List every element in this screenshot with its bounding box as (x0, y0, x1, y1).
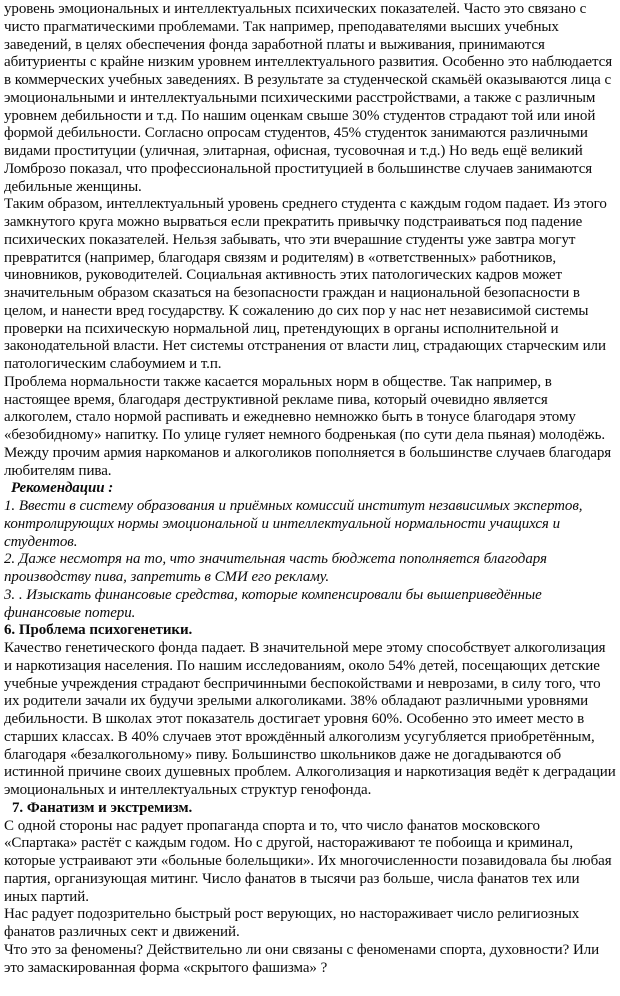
paragraph: Проблема нормальности также касается моральных норм в обществе. Так например, в настоящее время, благодаря деструктивной рекламе пива, который очевидно является алкоголем, стало нормой распивать и ежедневно немножко быть в тонусе благодаря этому «безобидному» напитку. По улице гуляет немного бодренькая (по сути дела пьяная) молодёжь. Между прочим армия наркоманов и алкоголиков пополняется в большинстве случаев благодаря любителям пива. (4, 373, 612, 479)
paragraph: Что это за феномены? Действительно ли они связаны с феноменами спорта, духовности? Или это замаскированная форма «скрытого фашизма» ? (4, 941, 600, 976)
recommendation-item-3: 3. . Изыскать финансовые средства, которые компенсировали бы вышеприведённые финансовые потери. (4, 586, 542, 621)
recommendation-item-1: 1. Ввести в систему образования и приёмных комиссий институт независимых экспертов, контролирующих нормы эмоциональной и интеллектуальной нормальности учащихся и студентов. (4, 498, 583, 550)
section-6-heading: 6. Проблема психогенетики. (4, 622, 193, 639)
paragraph: С одной стороны нас радует пропаганда спорта и то, что число фанатов московского «Спартака» растёт с каждым годом. Но с другой, настораживают те побоища и криминал, которые устраивают эти «больные болельщики». Их многочисленности позавидовала бы любая партия, организующая митинг. Число фанатов в тысячи раз больше, числа фанатов тех или иных партий. (4, 817, 612, 905)
paragraph-continuation: уровень эмоциональных и интеллектуальных психических показателей. Часто это связано с чисто прагматическими проблемами. Так например, преподавателями высших учебных заведений, в целях обеспечения фонда заработной платы и выживания, принимаются абитуриенты с крайне низким уровнем интеллектуального развития. Особенно это наблюдается в коммерческих учебных заведениях. В результате за студенческой скамьёй оказываются лица с эмоциональными и интеллектуальными психическими расстройствами, а также с различным уровнем дебильности и т.д. По нашим оценкам свыше 30% студентов страдают той или иной формой дебильности. Согласно опросам студентов, 45% студенток занимаются различными видами проституции (уличная, элитарная, офисная, тусовочная и т.д.) Но ведь ещё великий Ломброзо показал, что профессиональной проституцией в большинстве случаев занимаются дебильные женщины. (4, 1, 613, 195)
paragraph: Нас радует подозрительно быстрый рост верующих, но настораживает число религиозных фанатов различных сект и движений. (4, 906, 580, 940)
recommendation-item-2: 2. Даже несмотря на то, что значительная часть бюджета пополняется благодаря производству пива, запретить в СМИ его рекламу. (4, 551, 547, 585)
paragraph: Таким образом, интеллектуальный уровень среднего студента с каждым годом падает. Из этого замкнутого круга можно вырваться если прекратить привычку подстраиваться под падение психических показателей. Нельзя забывать, что эти вчерашние студенты уже завтра могут превратится (например, благодаря связям и родителям) в «ответственных» работников, чиновников, руководителей. Социальная активность этих патологических кадров может значительным образом сказаться на безопасности граждан и национальной безопасности в целом, и нанести вред государству. К сожалению до сих пор у нас нет независимой системы проверки на психическую нормальной лиц, претендующих в органы исполнительной и законодательной власти. Нет системы отстранения от власти лиц, страдающих старческим или патологическим слабоумием и т.п. (4, 196, 607, 372)
paragraph: Качество генетического фонда падает. В значительной мере этому способствует алкоголизация и наркотизация населения. По нашим исследованиям, около 54% детей, посещающих детские учебные учреждения страдают беспричинными беспокойствами и неврозами, в силу того, что их родители зачали их будучи зрелыми алкоголиками. 38% обладают различными уровнями дебильности. В школах этот показатель достигает уровня 60%. Особенно это имеет место в старших классах. В 40% случаев этот врождённый алкоголизм усугубляется приобретённым, благодаря «безалкогольному» пиву. Большинство школьников даже не догадываются об истинной причине своих душевных проблем. Алкоголизация и наркотизация ведёт к деградации эмоциональных и интеллектуальных структур генофонда. (4, 640, 616, 798)
recommendations-heading: Рекомендации : (11, 480, 114, 497)
section-7-heading: 7. Фанатизм и экстремизм. (12, 799, 193, 816)
